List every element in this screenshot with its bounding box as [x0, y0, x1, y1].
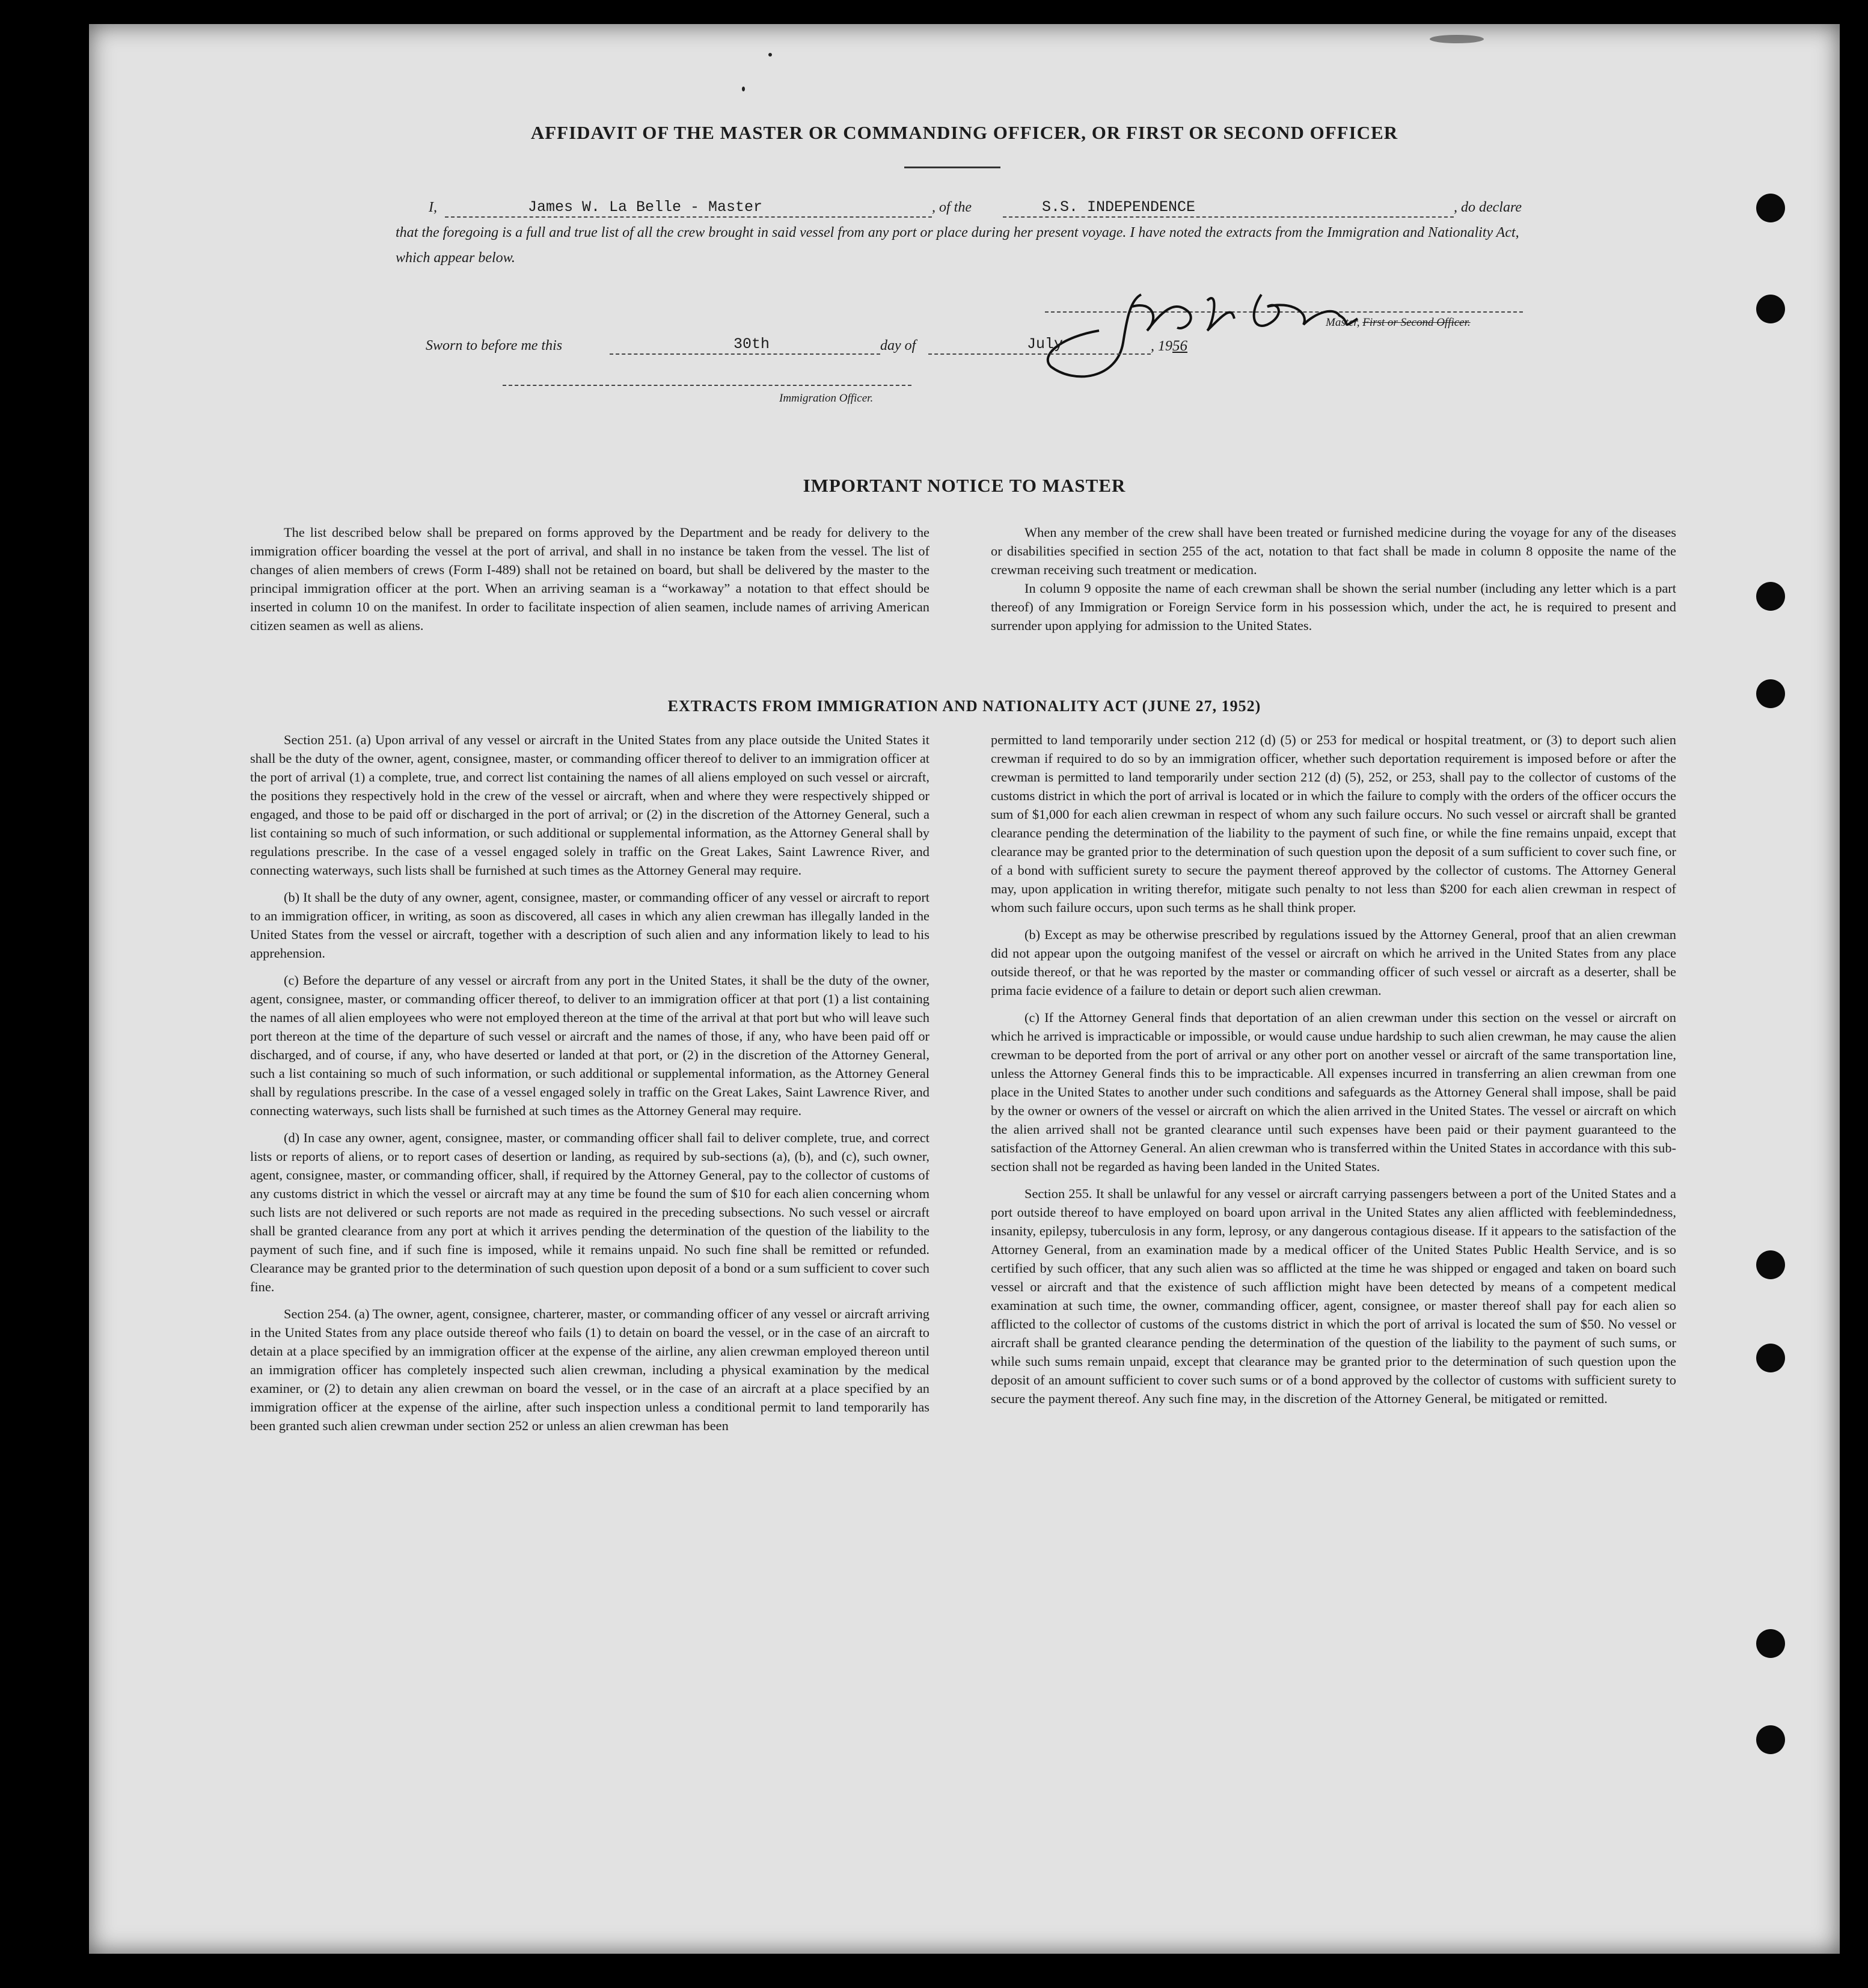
binder-hole — [1756, 582, 1785, 611]
declaration-line — [429, 200, 437, 216]
of-the-label: , of the — [932, 200, 972, 215]
extract-paragraph: (d) In case any owner, agent, consignee, master, or commanding officer shall fail to deliver complete, true, and correct lists or reports of aliens, or to report cases of desertion or landing, as required by sub-sections (a), (b), and (c), such owner, agent, consignee, master, or commanding officer, shall, if required by the Attorney General, pay to the collector of customs of any customs district in which the vessel or aircraft may at any time be found the sum of $10 for each alien concerning whom such lists are not delivered or such reports are not made as required in the preceding subsections. No such vessel or aircraft shall be granted clearance from any port at which it arrives pending the determination of the question of the liability to the payment of such fine, and if such fine is imposed, while it remains unpaid. No such fine shall be remitted or refunded. Clearance may be granted prior to the determination of such question upon deposit of a bond or a sum sufficient to cover such fine. — [250, 1130, 929, 1294]
sworn-day-line — [610, 353, 880, 355]
extracts-left-column — [250, 730, 929, 1443]
notice-right-text-2: In column 9 opposite the name of each crewman shall be shown the serial number (including any letter which is a part thereof) of any Immigration or Foreign Service form in his possession which, under the act, he is required to present and surrender upon applying for admission to the United States. — [991, 581, 1676, 633]
notice-left-column — [250, 523, 929, 643]
sworn-day: 30th — [733, 335, 770, 353]
title-rule — [904, 167, 1000, 168]
extract-paragraph: Section 254. (a) The owner, agent, consignee, charterer, master, or commanding officer of any vessel or aircraft arriving in the United States from any place outside thereof who fails (1) to detain on board the vessel, or in the case of an aircraft to detain at a place specified by an immigration officer at the expense of the airline, any alien crewman employed thereon until an immigration officer has completely inspected such alien crewman, including a physical examination by the medical examiner, or (2) to detain any alien crewman on board the vessel, or in the case of an aircraft at a place specified by an immigration officer at the expense of the airline, after such inspection unless a conditional permit to land temporarily has been granted such alien crewman under section 252 or unless an alien crewman has been — [250, 1306, 929, 1433]
binder-hole — [1756, 1250, 1785, 1279]
declaration-statement: that the foregoing is a full and true list of all the crew brought in said vessel from any port or place during her present voyage. I have noted the extracts from the Immigration and Nationality Act, which appear below. — [396, 225, 1519, 266]
master-signature — [1027, 265, 1448, 397]
extract-paragraph: Section 255. It shall be unlawful for any vessel or aircraft carrying passengers between a port of the United States and a port outside thereof to have employed on board upon arrival in the United States any alien afflicted with feeblemindedness, insanity, epilepsy, tuberculosis in any form, leprosy, or any dangerous contagious disease. If it appears to the satisfaction of the Attorney General, from an examination made by a medical officer of the United States Public Health Service, and is so certified by such officer, that any such alien was so afflicted at the time he was shipped or engaged and taken on board such vessel or aircraft and that the existence of such affliction might have been detected by means of a competent medical examination at such time, the owner, commanding officer, agent, consignee, or master thereof shall pay for each alien so afflicted to the collector of customs of the customs district in which the port of arrival is located the sum of $50. No vessel or aircraft shall be granted clearance pending the determination of the question of the liability to the payment of such sums, or while such sums remain unpaid, except that clearance may be granted prior to the determination of such question upon the deposit of an amount sufficient to cover such sums or of a bond approved by the collector of customs with sufficient surety to secure the payment thereof. Any such fine may, in the discretion of the Attorney General, be mitigated or remitted. — [991, 1186, 1676, 1406]
vessel-name: S.S. INDEPENDENCE — [1042, 198, 1196, 216]
binder-hole — [1756, 194, 1785, 222]
scan-speck — [768, 53, 772, 57]
vessel-name-line — [1003, 216, 1454, 218]
notice-right-text-1: When any member of the crew shall have been treated or furnished medicine during the voyage for any of the diseases or disabilities specified in section 255 of the act, notation to that fact shall be made in column 8 opposite the name of the crewman receiving such treatment or medication. — [991, 525, 1676, 577]
day-of-label: day of — [880, 338, 916, 353]
sworn-month-line — [928, 353, 1151, 355]
struck-officer-caption: First or Second Officer. — [1362, 316, 1471, 329]
binder-hole — [1756, 1629, 1785, 1658]
immigration-officer-caption: Immigration Officer. — [779, 392, 874, 405]
notice-right-column — [991, 523, 1676, 643]
do-declare-label: , do declare — [1454, 200, 1522, 215]
binder-hole — [1756, 1344, 1785, 1372]
extract-paragraph: (b) Except as may be otherwise prescribed by regulations issued by the Attorney General, proof that an alien crewman did not appear upon the outgoing manifest of the vessel or aircraft on which he arrived in the United States from any place outside thereof, or that he was reported by the master or commanding officer of such vessel or aircraft as a deserter, shall be prima facie evidence of a failure to detain or deport such alien crewman. — [991, 927, 1676, 998]
immigration-officer-line — [503, 385, 911, 386]
extract-paragraph: (c) If the Attorney General finds that deportation of an alien crewman under this section on the vessel or aircraft on which he arrived is impracticable or impossible, or would cause undue hardship to such alien crewman, he may cause the alien crewman to be deported from the port of arrival or any other port on another vessel or aircraft of the same transportation line, unless the Attorney General finds this to be impracticable. All expenses incurred in transferring an alien crewman from one place in the United States to another under such conditions and safeguards as the Attorney General shall impose, shall be paid by the owner or owners of the vessel or aircraft on which the alien arrived in the United States. The vessel or aircraft on which the alien arrived shall not be granted clearance until such expenses have been paid or their payment guaranteed to the satisfaction of the Attorney General. An alien crewman who is transferred within the United States in accordance with this sub-section shall not be regarded as having been landed in the United States. — [991, 1010, 1676, 1174]
form-page — [89, 24, 1840, 1954]
extracts-right-column — [991, 730, 1676, 1416]
notice-title: IMPORTANT NOTICE TO MASTER — [803, 475, 1126, 496]
sworn-month: July — [1027, 335, 1064, 353]
year-suffix: 56 — [1172, 338, 1187, 354]
binder-hole — [1756, 295, 1785, 323]
extract-paragraph: (c) Before the departure of any vessel or aircraft from any port in the United States, it shall be the duty of the owner, agent, consignee, master, or commanding officer thereof, to deliver to an immigration officer at that port (1) a list containing the names of all alien employees who were not employed thereon at the time of the arrival at that port but who will leave such port thereon at the time of the departure of such vessel or aircraft and the names of those, if any, who have been paid off or discharged, and of course, if any, who have deserted or landed at that port, or (2) in the discretion of the Attorney General, such a list containing so much of such information, or such additional or supplemental information, as the Attorney General shall by regulations prescribe. In the case of a vessel engaged solely in traffic on the Great Lakes, Saint Lawrence River, and connecting waterways, such lists shall be furnished at such times as the Attorney General may require. — [250, 973, 929, 1118]
scan-speck — [742, 87, 745, 91]
notice-left-text: The list described below shall be prepared on forms approved by the Department and be ready for delivery to the immigration officer boarding the vessel at the port of arrival, and shall in no instance be taken from the vessel. The list of changes of alien members of crews (Form I-489) shall not be retained on board, but shall be delivered by the master to the principal immigration officer at the port. When an arriving seaman is a “workaway” a notation to that effect should be inserted in column 10 on the manifest. In order to facilitate inspection of alien seamen, include names of arriving American citizen seamen as well as aliens. — [250, 525, 929, 633]
extract-paragraph: Section 251. (a) Upon arrival of any vessel or aircraft in the United States from any place outside the United States it shall be the duty of the owner, agent, consignee, master, or commanding officer thereof to deliver to an immigration officer at the port of arrival (1) a complete, true, and correct list containing the names of all aliens employed on such vessel or aircraft, the positions they respectively hold in the crew of the vessel or aircraft, when and where they were respectively shipped or engaged, and those to be paid off or discharged in the port of arrival; or (2) in the discretion of the Attorney General, such a list containing so much of such information, or such additional or supplemental information, as the Attorney General shall by regulations prescribe. In the case of a vessel engaged solely in traffic on the Great Lakes, Saint Lawrence River, and connecting waterways, such lists shall be furnished at such times as the Attorney General may require. — [250, 732, 929, 878]
declarant-name-line — [445, 216, 932, 218]
extract-paragraph: permitted to land temporarily under section 212 (d) (5) or 253 for medical or hospital treatment, or (3) to deport such alien crewman if required to do so by an immigration officer, whether such deportation requirement is imposed before or after the crewman is permitted to land temporarily under section 212 (d) (5), 252, or 253, shall pay to the collector of customs of the customs district in which the port of arrival is located or in which the failure to comply with the orders of the officer occurs the sum of $1,000 for each alien crewman in respect of whom any such failure occurs. No such vessel or aircraft shall be granted clearance pending the determination of the liability to the payment of such fine, or while the fine remains unpaid, except that clearance may be granted prior to the determination of such question upon the deposit of a sum sufficient to cover such fine, or of a bond with sufficient surety to secure the payment thereof approved by the collector of customs. The Attorney General may, upon application in writing therefor, mitigate such penalty to not less than $200 for each alien crewman in respect of whom such failure occurs, upon such terms as he shall think proper. — [991, 732, 1676, 915]
master-caption-text: Master, — [1326, 316, 1360, 329]
affidavit-title: AFFIDAVIT OF THE MASTER OR COMMANDING OFFICER, OR FIRST OR SECOND OFFICER — [530, 122, 1398, 143]
sworn-year — [1151, 338, 1187, 355]
declarant-name: James W. La Belle - Master — [528, 198, 763, 216]
scan-speck — [1430, 35, 1484, 43]
master-caption — [1326, 316, 1471, 329]
year-prefix: , 19 — [1151, 338, 1172, 354]
binder-hole — [1756, 1725, 1785, 1754]
sworn-prefix: Sworn to before me this — [426, 338, 563, 353]
extract-paragraph: (b) It shall be the duty of any owner, agent, consignee, master, or commanding officer of any vessel or aircraft to report to an immigration officer, in writing, as soon as discovered, all cases in which any alien crewman has illegally landed in the United States from the vessel or aircraft, together with a description of such alien and any information likely to lead to his apprehension. — [250, 890, 929, 961]
extracts-title: EXTRACTS FROM IMMIGRATION AND NATIONALITY ACT (JUNE 27, 1952) — [667, 697, 1261, 715]
declarant-prefix: I, — [429, 200, 437, 215]
